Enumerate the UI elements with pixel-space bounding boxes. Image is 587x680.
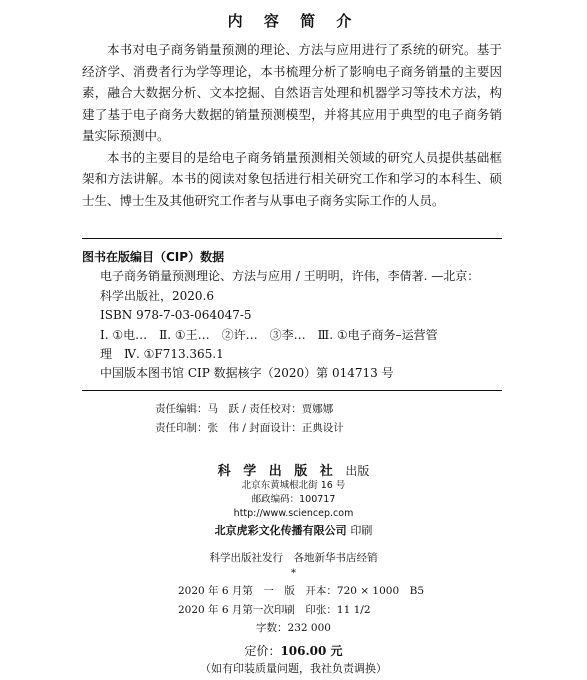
quality-notice: （如有印装质量问题，我社负责调换） — [200, 662, 387, 675]
publisher-postcode: 邮政编码：100717 — [251, 494, 336, 505]
printer-line — [0, 522, 587, 538]
cip-isbn: ISBN 978-7-03-064047-5 — [100, 308, 252, 323]
publisher-line — [0, 460, 587, 479]
edition-line: 2020 年 6 月第 一 版 开本：720 × 1000 B5 — [178, 585, 425, 597]
credits-block — [0, 400, 587, 438]
impression-line: 2020 年 6 月第一次印刷 印张：11 1/2 — [178, 604, 371, 616]
page-title: 内 容 简 介 — [227, 12, 360, 30]
printer-suffix: 印刷 — [350, 524, 373, 537]
distribution-line: 科学出版社发行 各地新华书店经销 — [209, 552, 378, 564]
cip-verification-number: 中国版本图书馆 CIP 数据核字（2020）第 014713 号 — [100, 366, 394, 381]
printer-name: 北京虎彩文化传播有限公司 — [214, 524, 347, 537]
cip-block — [82, 248, 502, 384]
publisher-address: 北京东黄城根北街 16 号 — [241, 480, 346, 491]
cip-heading: 图书在版编目（CIP）数据 — [82, 250, 225, 264]
cip-top-rule — [82, 238, 502, 239]
separator-star: * — [291, 568, 296, 579]
cip-bibliographic-line: 电子商务销量预测理论、方法与应用 / 王明明，许伟，李倩著. —北京： — [100, 269, 480, 284]
cip-publisher-line: 科学出版社，2020.6 — [100, 288, 214, 303]
price-line — [0, 642, 587, 659]
cip-bottom-rule — [82, 390, 502, 391]
publisher-name: 科 学 出 版 社 — [217, 464, 337, 479]
printing-credit: 责任印制：张 伟 / 封面设计：正典设计 — [155, 422, 344, 434]
summary-paragraph-1: 本书对电子商务销量预测的理论、方法与应用进行了系统的研究。基于经济学、消费者行为学等理论，本书梳理分析了影响电子商务销量的主要因素，融合大数据分析、文本挖掘、自然语言处理和机器学习等技术方法，构建了基于电子商务大数据的销量预测模型，并将其应用于典型的电子商务销量实际预测中。 — [82, 42, 502, 143]
price-value: 106.00 元 — [280, 644, 343, 658]
word-count: 字数：232 000 — [256, 622, 331, 634]
price-label: 定价： — [244, 644, 281, 658]
editor-credit: 责任编辑：马 跃 / 责任校对：贾娜娜 — [155, 403, 334, 415]
publisher-suffix: 出版 — [345, 464, 370, 478]
cip-classification-cont: 理 Ⅳ. ①F713.365.1 — [100, 347, 224, 362]
summary-paragraph-2: 本书的主要目的是给电子商务销量预测相关领域的研究人员提供基础框架和方法讲解。本书的阅读对象包括进行相关研究工作和学习的本科生、硕士生、博士生及其他研究工作者与从事电子商务实际工作的人员。 — [82, 149, 502, 208]
summary-text — [82, 39, 502, 211]
cip-classification: Ⅰ. ①电… Ⅱ. ①王… ②许… ③李… Ⅲ. ①电子商务–运营管 — [100, 327, 438, 342]
publisher-url: http://www.sciencep.com — [233, 508, 354, 519]
